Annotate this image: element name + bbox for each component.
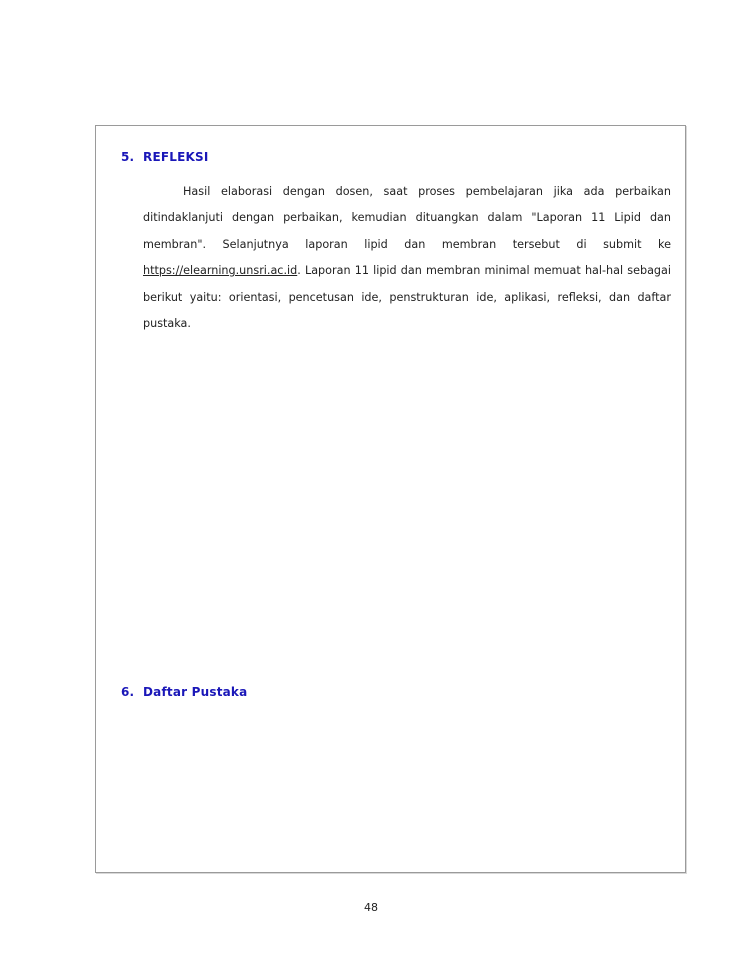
page-number: 48 <box>364 901 378 914</box>
section-5-heading <box>121 150 209 164</box>
paragraph-text-start: Hasil elaborasi dengan dosen, saat proses pembelajaran jika ada perbaikan ditindaklanjuti dengan perbaikan, kemudian dituangkan dalam "Laporan 11 Lipid dan membran". Selanjutnya laporan lipid dan membran tersebut di submit ke <box>143 185 671 251</box>
section-6-heading <box>121 685 247 699</box>
elearning-link[interactable]: https://elearning.unsri.ac.id <box>143 264 298 278</box>
content-frame <box>95 125 686 873</box>
paragraph-text-end: . Laporan 11 lipid dan membran minimal memuat hal-hal sebagai berikut yaitu: orientasi, pencetusan ide, penstrukturan ide, aplikasi, refleksi, dan daftar pustaka. <box>143 264 671 331</box>
section-6-number: 6. <box>121 685 135 699</box>
section-6-title: Daftar Pustaka <box>143 685 248 699</box>
section-5-number: 5. <box>121 150 135 164</box>
section-5-paragraph <box>143 179 671 337</box>
section-5-title: REFLEKSI <box>143 150 209 164</box>
